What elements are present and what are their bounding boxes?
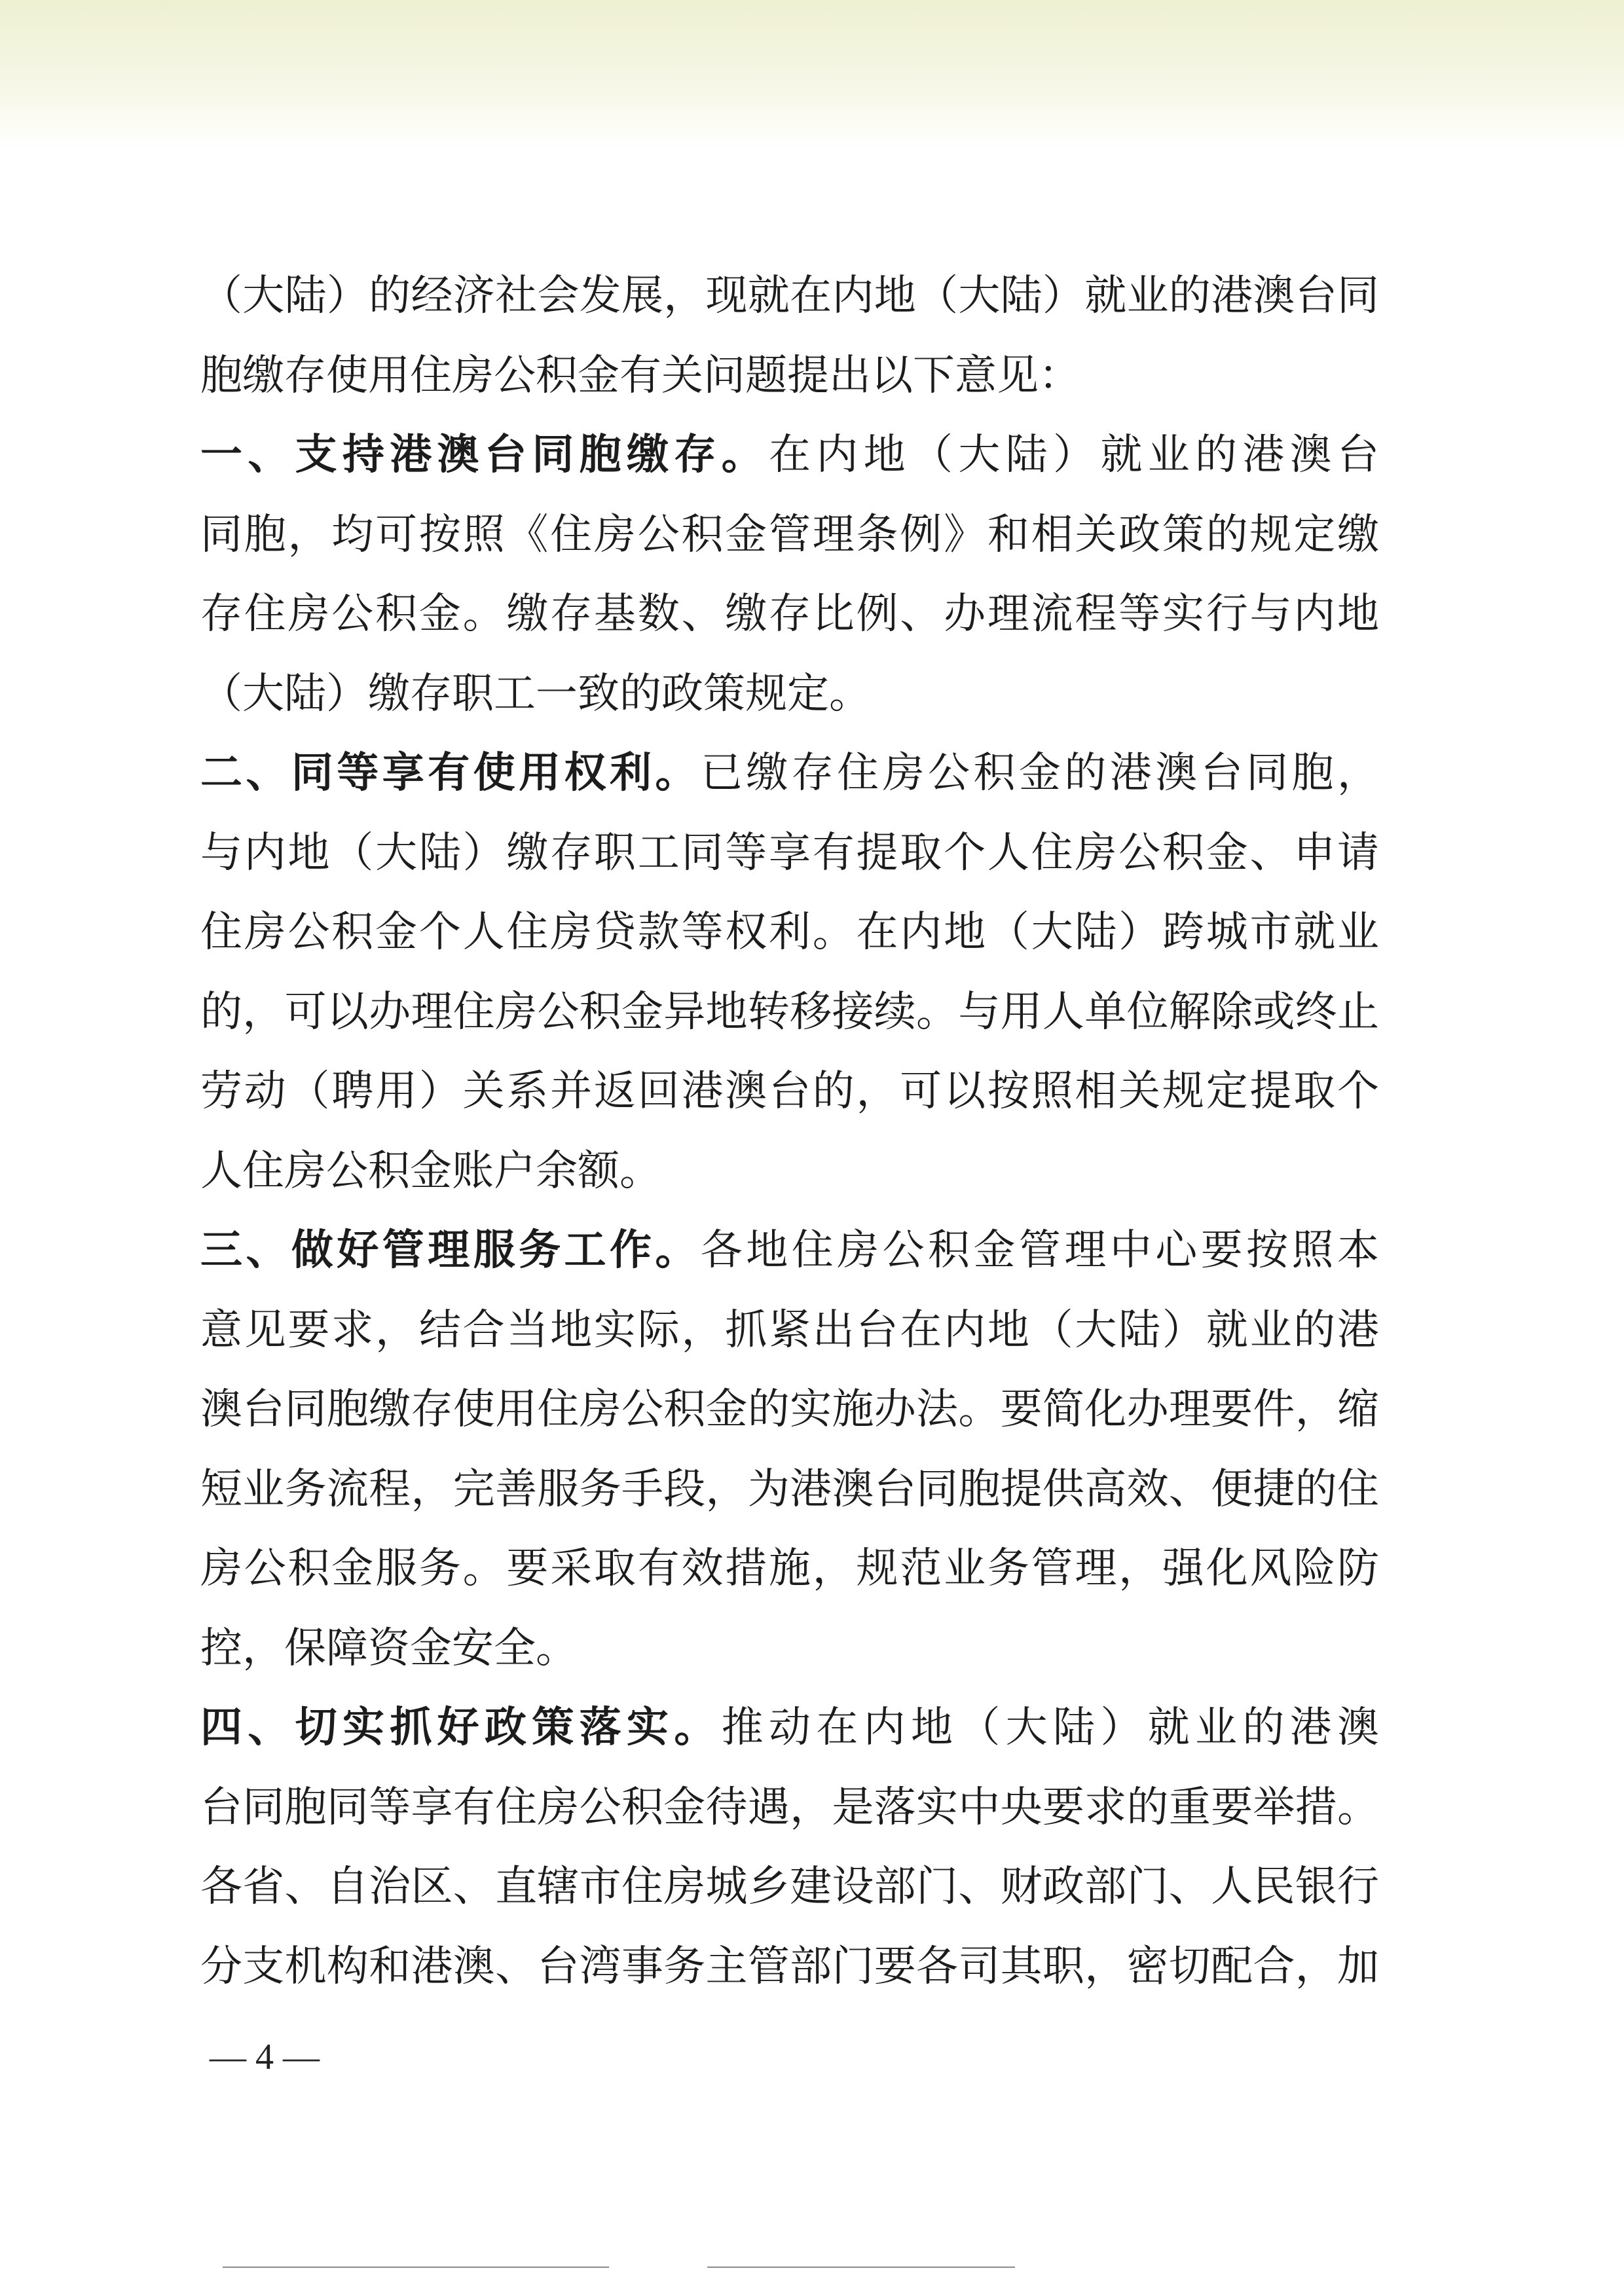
line-text: 在内地（大陆）就业的港澳台 (769, 431, 1379, 479)
line-text: 澳台同胞缴存使用住房公积金的实施办法。要简化办理要件，缩 (200, 1385, 1379, 1434)
line-text: 分支机构和港澳、台湾事务主管部门要各司其职，密切配合，加 (200, 1942, 1379, 1991)
text-line (200, 1688, 1379, 1768)
line-text: （大陆）的经济社会发展，现就在内地（大陆）就业的港澳台同 (200, 272, 1379, 320)
text-line (200, 1927, 1379, 2007)
text-line (200, 1450, 1379, 1530)
text-line (200, 1609, 1379, 1689)
text-line (200, 257, 1379, 337)
section-heading: 三、做好管理服务工作。 (200, 1226, 701, 1275)
text-line (200, 1052, 1379, 1132)
text-line (200, 814, 1379, 894)
text-line (200, 655, 1379, 735)
line-text: 人住房公积金账户余额。 (200, 1146, 661, 1195)
line-text: 短业务流程，完善服务手段，为港澳台同胞提供高效、便捷的住 (200, 1465, 1379, 1514)
text-line (200, 575, 1379, 655)
page-number: — 4 — (210, 2037, 320, 2077)
scan-top-tint (0, 0, 1624, 151)
line-text: 各省、自治区、直辖市住房城乡建设部门、财政部门、人民银行 (200, 1863, 1379, 1911)
text-line (200, 1848, 1379, 1927)
line-text: 胞缴存使用住房公积金有关问题提出以下意见： (200, 351, 1080, 400)
text-line (200, 1132, 1379, 1212)
line-text: 房公积金服务。要采取有效措施，规范业务管理，强化风险防 (200, 1544, 1379, 1593)
section-heading: 二、同等享有使用权利。 (200, 749, 701, 797)
document-body (200, 257, 1379, 2007)
line-text: 与内地（大陆）缴存职工同等享有提取个人住房公积金、申请 (200, 828, 1379, 877)
text-line (200, 1370, 1379, 1450)
line-text: 存住房公积金。缴存基数、缴存比例、办理流程等实行与内地 (200, 590, 1379, 638)
line-text: 劳动（聘用）关系并返回港澳台的，可以按照相关规定提取个 (200, 1067, 1379, 1116)
text-line (200, 1291, 1379, 1371)
section-heading: 四、切实抓好政策落实。 (200, 1704, 722, 1752)
text-line (200, 893, 1379, 973)
scan-rule-right (707, 2267, 1015, 2268)
line-text: 同胞，均可按照《住房公积金管理条例》和相关政策的规定缴 (200, 510, 1379, 559)
text-line (200, 337, 1379, 416)
text-line (200, 973, 1379, 1053)
line-text: 各地住房公积金管理中心要按照本 (700, 1226, 1380, 1275)
text-line (200, 734, 1379, 814)
section-heading: 一、支持港澳台同胞缴存。 (200, 431, 769, 479)
line-text: 控，保障资金安全。 (200, 1624, 578, 1673)
text-line (200, 1529, 1379, 1609)
line-text: 的，可以办理住房公积金异地转移接续。与用人单位解除或终止 (200, 987, 1379, 1036)
line-text: （大陆）缴存职工一致的政策规定。 (200, 669, 871, 718)
text-line (200, 416, 1379, 496)
text-line (200, 1768, 1379, 1848)
line-text: 推动在内地（大陆）就业的港澳 (721, 1704, 1380, 1752)
line-text: 已缴存住房公积金的港澳台同胞， (700, 749, 1380, 797)
line-text: 住房公积金个人住房贷款等权利。在内地（大陆）跨城市就业 (200, 908, 1379, 957)
text-line (200, 496, 1379, 575)
line-text: 台同胞同等享有住房公积金待遇，是落实中央要求的重要举措。 (200, 1783, 1379, 1832)
text-line (200, 1211, 1379, 1291)
line-text: 意见要求，结合当地实际，抓紧出台在内地（大陆）就业的港 (200, 1305, 1379, 1355)
scan-rule-left (223, 2267, 609, 2268)
